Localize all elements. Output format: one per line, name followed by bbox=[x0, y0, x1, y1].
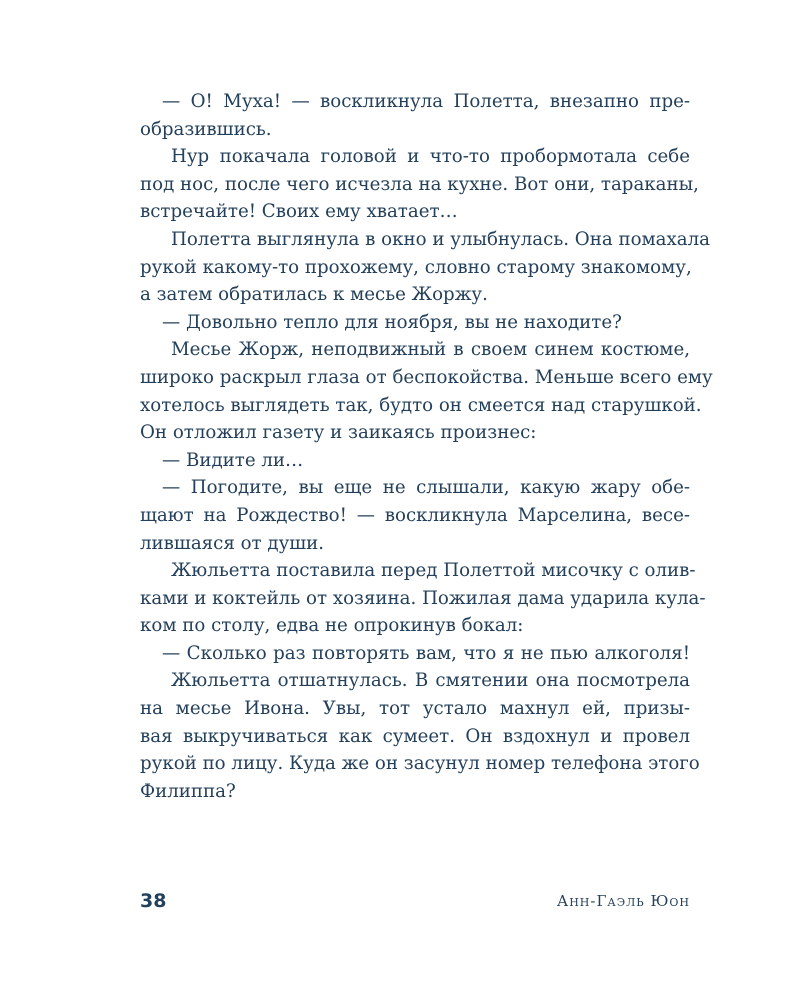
text-line: — Сколько раз повторять вам, что я не пью алкоголя! bbox=[162, 642, 690, 664]
text-line: Полетта выглянула в окно и улыбнулась. Она помахала bbox=[171, 228, 711, 250]
body-text bbox=[140, 88, 713, 805]
text-line: ками и коктейль от хозяина. Пожилая дама ударила кула- bbox=[140, 587, 706, 609]
text-line: Месье Жорж, неподвижный в своем синем костюме, bbox=[171, 339, 690, 361]
text-line: лившаяся от души. bbox=[140, 532, 325, 554]
text-line: встречайте! Своих ему хватает… bbox=[140, 201, 458, 223]
text-line: широко раскрыл глаза от беспокойства. Меньше всего ему bbox=[140, 366, 713, 388]
text-line: Жюльетта отшатнулась. В смятении она посмотрела bbox=[171, 670, 690, 692]
page-number: 38 bbox=[140, 890, 167, 912]
text-line: — Видите ли… bbox=[162, 449, 304, 471]
text-line: — О! Муха! — воскликнула Полетта, внезапно пре- bbox=[162, 91, 690, 112]
text-line: — Довольно тепло для ноября, вы не находите? bbox=[162, 311, 622, 333]
text-line: Он отложил газету и заикаясь произнес: bbox=[140, 422, 537, 444]
text-line: рукой по лицу. Куда же он засунул номер телефона этого bbox=[140, 753, 700, 775]
author-name: Анн-Гаэль Юон bbox=[556, 892, 690, 910]
text-line: вая выкручиваться как сумеет. Он вздохнул и провел bbox=[140, 725, 690, 747]
text-line: а затем обратилась к месье Жоржу. bbox=[140, 284, 488, 306]
text-line: Жюльетта поставила перед Полеттой мисочку с олив- bbox=[171, 560, 696, 582]
text-line: — Погодите, вы еще не слышали, какую жару обе- bbox=[162, 477, 690, 499]
text-line: щают на Рождество! — воскликнула Марселина, весе- bbox=[140, 504, 690, 526]
text-line: Филиппа? bbox=[140, 780, 236, 802]
text-line: ком по столу, едва не опрокинув бокал: bbox=[140, 615, 524, 637]
text-line: образившись. bbox=[140, 118, 272, 140]
text-line: Нур покачала головой и что-то пробормотала себе bbox=[171, 146, 690, 168]
page-footer bbox=[140, 886, 690, 916]
text-line: рукой какому-то прохожему, словно старому знакомому, bbox=[140, 256, 692, 278]
text-line: хотелось выглядеть так, будто он смеется над старушкой. bbox=[140, 394, 702, 416]
text-line: под нос, после чего исчезла на кухне. Вот они, тараканы, bbox=[140, 173, 699, 195]
text-line: на месье Ивона. Увы, тот устало махнул ей, призы- bbox=[140, 698, 690, 720]
